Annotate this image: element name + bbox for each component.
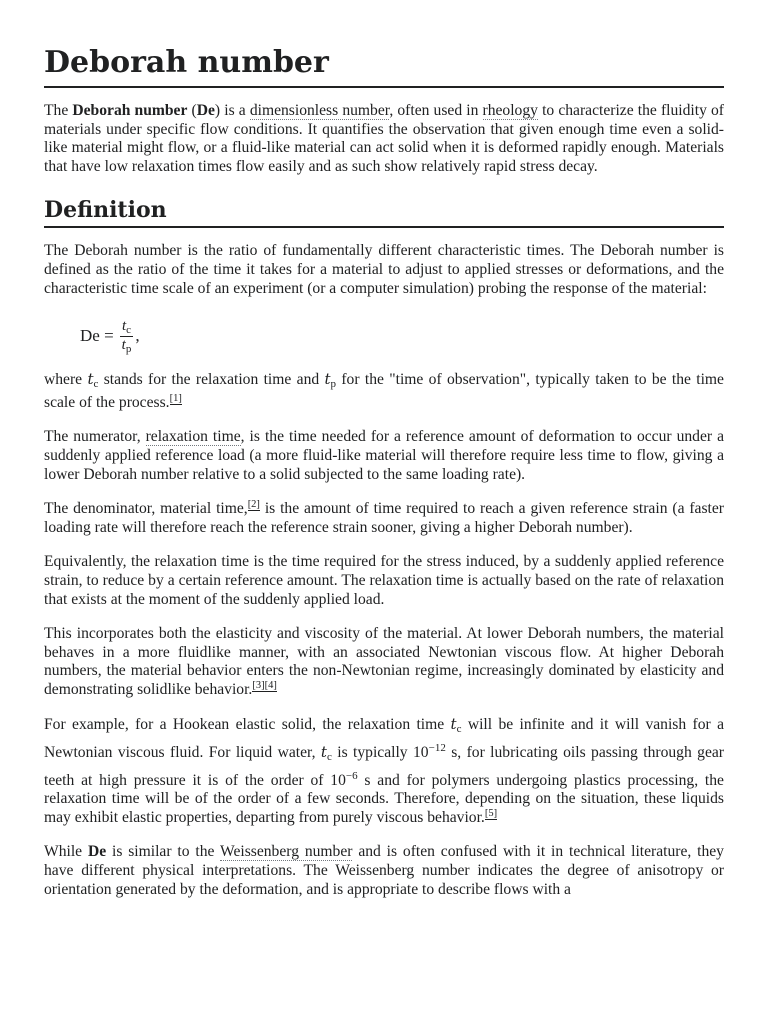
- citation-4[interactable]: [4]: [264, 679, 277, 691]
- link-dimensionless-number[interactable]: dimensionless number: [249, 102, 390, 119]
- definition-paragraph-4: The denominator, material time,[2] is the amount of time required to reach a given reference strain (a faster loading rate will therefore reach the reference strain sooner, giving a higher Deborah number).: [44, 498, 724, 536]
- article: [44, 0, 724, 899]
- definition-paragraph-6: This incorporates both the elasticity and viscosity of the material. At lower Deborah numbers, the material behaves in a more fluidlike manner, with an associated Newtonian viscous flow. At higher Deborah numbers, the material behavior enters the non-Newtonian regime, increasingly dominated by elasticity and demonstrating solidlike behavior.[3][4]: [44, 625, 724, 698]
- abbr-bold-2: De: [87, 843, 107, 861]
- formula-numerator: $t_c$: [121, 317, 132, 336]
- section-heading-definition: Definition: [44, 196, 724, 228]
- link-weissenberg-number[interactable]: Weissenberg number: [219, 843, 353, 861]
- definition-paragraph-7: For example, for a Hookean elastic solid, the relaxation time $t_c$ will be infinite and it will vanish for a Newtonian viscous fluid. For liquid water, $t_c$ is typically $10^{-12}$ s, for lubricating oils passing through gear teeth at high pressure it is of the order of $10^{-6}$ s and for polymers undergoing plastics processing, the relaxation time will be of the order of a few seconds. Therefore, depending on the situation, these liquids may exhibit elastic properties, departing from purely viscous behavior.[5]: [44, 715, 724, 826]
- link-rheology[interactable]: rheology: [482, 102, 538, 119]
- page-title: Deborah number: [44, 44, 724, 88]
- definition-paragraph-8: While De is similar to the Weissenberg number and is often confused with it in technical literature, they have different physical interpretations. The Weissenberg number indicates the degree of anisotropy or orientation generated by the deformation, and is appropriate to describe flows with a: [44, 843, 724, 898]
- deborah-formula: [80, 310, 724, 362]
- definition-paragraph-3: The numerator, relaxation time, is the time needed for a reference amount of deformation to occur under a suddenly applied reference load (a more fluid-like material will therefore require less time to flow, giving a lower Deborah number relative to a solid subjected to the same loading rate).: [44, 428, 724, 483]
- term-bold: Deborah number: [72, 102, 188, 119]
- abbr-bold: De: [196, 102, 215, 119]
- formula-fraction: [120, 318, 134, 355]
- citation-3[interactable]: [3]: [252, 679, 265, 691]
- formula-lhs: De =: [80, 326, 114, 346]
- definition-paragraph-5: Equivalently, the relaxation time is the time required for the stress induced, by a suddenly applied reference strain, to reduce by a certain reference amount. The relaxation time is actually based on the rate of relaxation that exists at the moment of the suddenly applied load.: [44, 553, 724, 608]
- formula-tail: ,: [135, 326, 140, 346]
- citation-5[interactable]: [5]: [484, 807, 498, 819]
- intro-paragraph: The Deborah number (De) is a dimensionless number, often used in rheology to characterize the fluidity of materials under specific flow conditions. It quantifies the observation that given enough time even a solid-like material might flow, or a fluid-like material can act solid when it is deformed rapidly enough. Materials that have low relaxation times flow easily and as such show relatively rapid stress decay.: [44, 102, 724, 175]
- formula-denominator: $t_p$: [121, 336, 132, 355]
- citation-2[interactable]: [2]: [247, 498, 260, 510]
- definition-paragraph-2: where $t_c$ stands for the relaxation time and $t_p$ for the "time of observation", typically taken to be the time scale of the process.[1]: [44, 370, 724, 411]
- link-relaxation-time[interactable]: relaxation time: [145, 428, 241, 446]
- citation-1[interactable]: [1]: [169, 392, 182, 404]
- definition-paragraph-1: The Deborah number is the ratio of fundamentally different characteristic times. The Deborah number is defined as the ratio of the time it takes for a material to adjust to applied stresses or deformations, and the characteristic time scale of an experiment (or a computer simulation) probing the response of the material:: [44, 242, 724, 297]
